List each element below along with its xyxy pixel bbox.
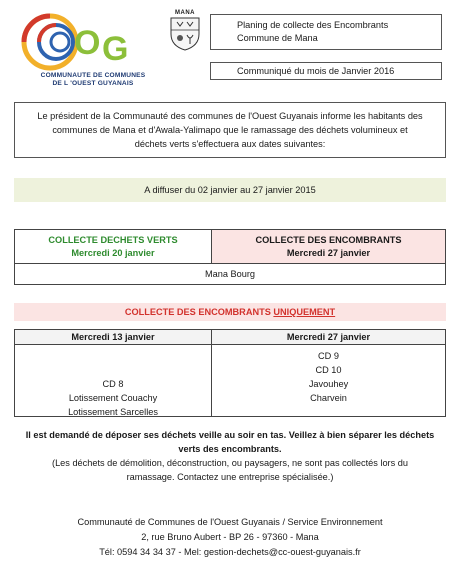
- table2-col2-item: Javouhey: [308, 379, 349, 389]
- communique-text: Communiqué du mois de Janvier 2016: [237, 66, 395, 76]
- table1-location: Mana Bourg: [204, 269, 256, 279]
- mana-crest: [168, 10, 202, 56]
- table1-left-title: COLLECTE DECHETS VERTS: [48, 235, 178, 245]
- intro-paragraph: [14, 102, 446, 158]
- footer-line3[interactable]: Tél: 0594 34 34 37 - Mel: gestion-dechets@cc-ouest-guyanais.fr: [99, 547, 361, 557]
- collection-table-1: [14, 229, 446, 285]
- notice-line3: (Les déchets de démolition, déconstruction, ou paysagers, ne sont pas collectés lors du: [52, 458, 408, 468]
- footer-line1: Communauté de Communes de l'Ouest Guyanais / Service Environnement: [77, 517, 383, 527]
- ccog-logo: [16, 8, 166, 94]
- table2-col1-header: [15, 330, 212, 345]
- communique-box: [210, 62, 442, 80]
- intro-line1: Le président de la Communauté des communes de l'Ouest Guyanais informe les habitants des: [37, 111, 423, 121]
- encombrants-only-emph: UNIQUEMENT: [273, 307, 336, 317]
- table1-right-date: Mercredi 27 janvier: [286, 248, 371, 258]
- notice-block: [10, 428, 450, 484]
- table2-col2-header: [212, 330, 445, 345]
- broadcast-text: A diffuser du 02 janvier au 27 janvier 2015: [144, 185, 316, 195]
- svg-text:O: O: [74, 24, 101, 62]
- footer-contact: [10, 515, 450, 560]
- logo-org-line1: COMMUNAUTE DE COMMUNES: [40, 72, 146, 79]
- header-title-box: [210, 14, 442, 50]
- collection-table-2: [14, 329, 446, 417]
- table1-right-title: COLLECTE DES ENCOMBRANTS: [255, 235, 402, 245]
- table1-location-cell: [15, 264, 445, 284]
- encombrants-only-band: [14, 303, 446, 321]
- footer-line2: 2, rue Bruno Aubert - BP 26 - 97360 - Mana: [141, 532, 319, 542]
- table2-col2-header-text: Mercredi 27 janvier: [286, 332, 371, 342]
- table2-col1-item: CD 8: [102, 379, 124, 389]
- notice-line1: Il est demandé de déposer ses déchets veille au soir en tas. Veillez à bien séparer les déchets: [25, 430, 435, 440]
- table1-left-date: Mercredi 20 janvier: [71, 248, 155, 258]
- notice-line4: ramassage. Contactez une entreprise spécialisée.): [126, 472, 334, 482]
- table1-right-cell: [212, 230, 445, 264]
- crest-label: MANA: [175, 10, 195, 16]
- ccog-logo-graphic: [16, 8, 166, 72]
- intro-line2: communes de Mana et d'Awala-Yalimapo que le ramassage des déchets volumineux et: [52, 125, 408, 135]
- table2-col2-item: Charvein: [310, 393, 347, 403]
- crest-shield-icon: [168, 16, 202, 52]
- table1-left-cell: [15, 230, 212, 264]
- notice-line2: verts des encombrants.: [178, 444, 282, 454]
- table2-col2-item: CD 10: [315, 365, 342, 375]
- table2-col1-item: Lotissement Sarcelles: [68, 407, 158, 417]
- header-title-line1: Planing de collecte des Encombrants: [237, 20, 389, 30]
- table2-col2-body: [212, 345, 445, 416]
- table2-col1-header-text: Mercredi 13 janvier: [71, 332, 155, 342]
- table2-col1-body: [15, 345, 212, 416]
- table2-col2-item: CD 9: [318, 351, 339, 361]
- intro-line3: déchets verts s'effectuera aux dates suivantes:: [134, 139, 326, 149]
- broadcast-band: [14, 178, 446, 202]
- encombrants-only-prefix: COLLECTE DES ENCOMBRANTS: [124, 307, 274, 317]
- header-title-line2: Commune de Mana: [237, 33, 318, 43]
- logo-org-line2: DE L 'OUEST GUYANAIS: [52, 80, 134, 87]
- table2-col1-item: Lotissement Couachy: [68, 393, 158, 403]
- svg-text:G: G: [102, 30, 129, 68]
